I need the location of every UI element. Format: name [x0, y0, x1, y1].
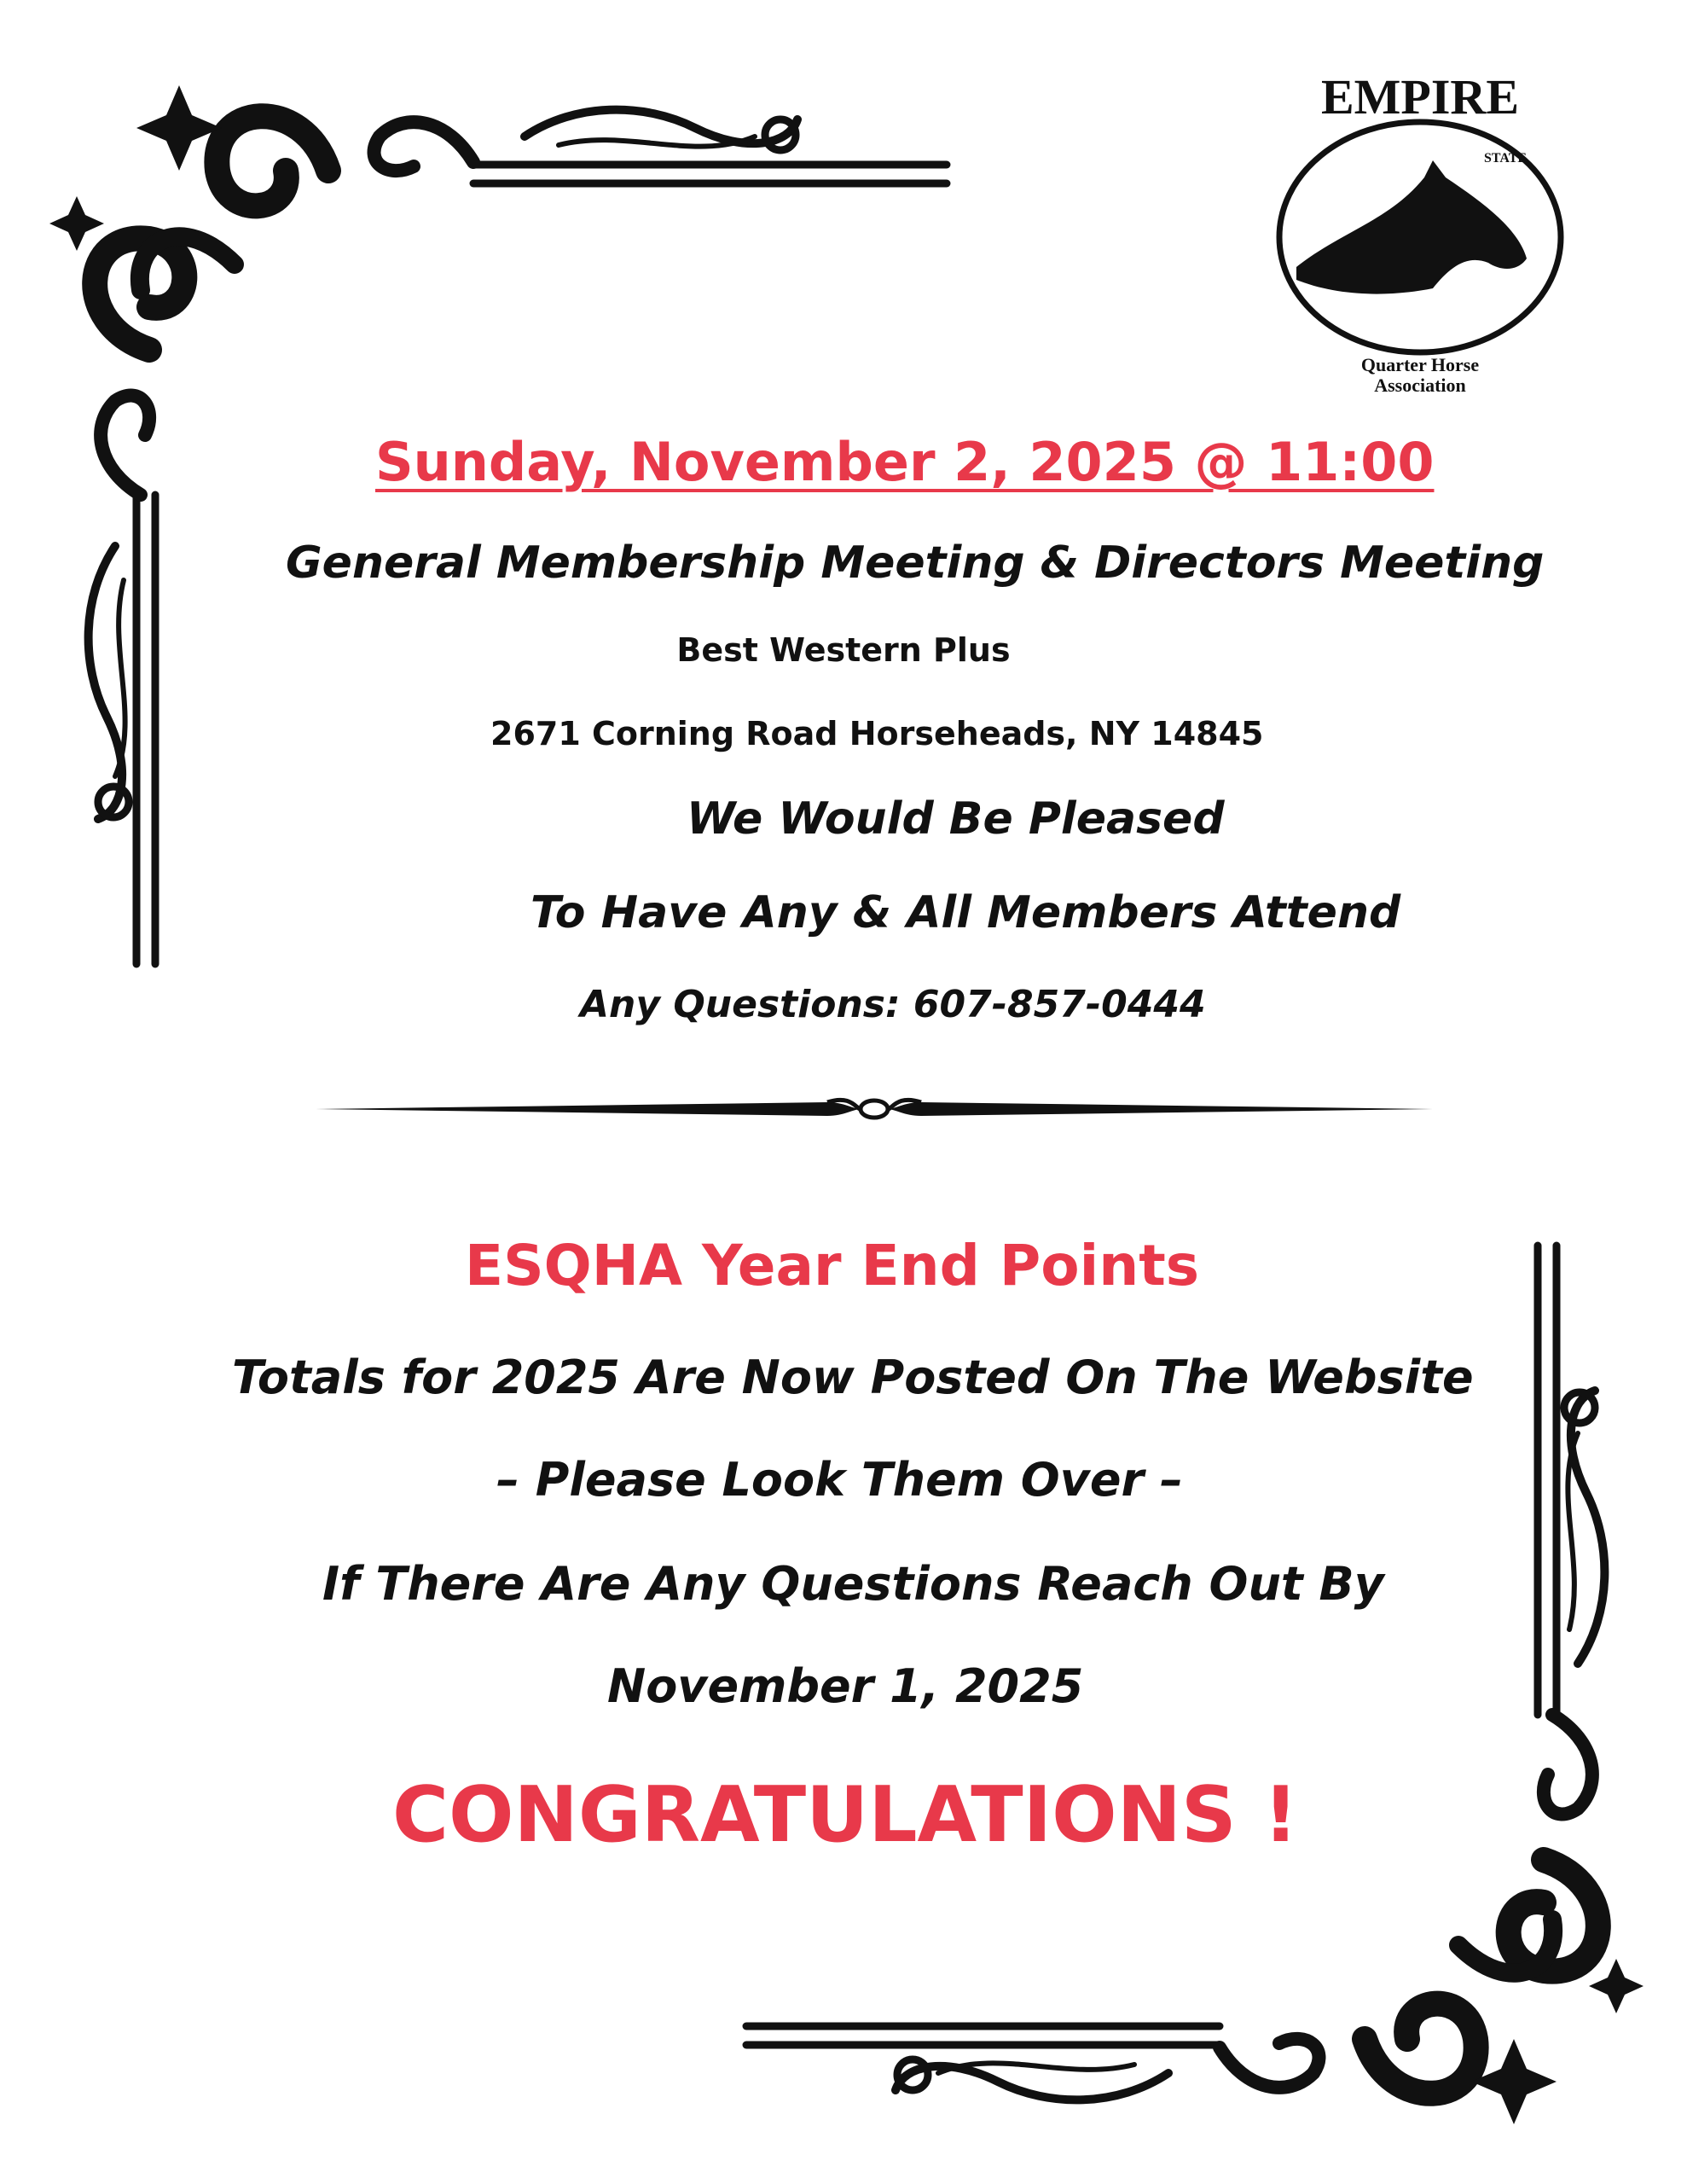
points-line-2: – Please Look Them Over –	[496, 1453, 1183, 1507]
questions-phone: Any Questions: 607-857-0444	[580, 983, 1206, 1026]
meeting-title: General Membership Meeting & Directors Meeting	[286, 537, 1545, 589]
meeting-date-heading: Sunday, November 2, 2025 @ 11:00	[375, 431, 1435, 493]
points-line-1: Totals for 2025 Are Now Posted On The Website	[232, 1350, 1474, 1404]
corner-ornament-bottom-right	[725, 1220, 1646, 2141]
pleased-line-1: We Would Be Pleased	[687, 793, 1225, 845]
pleased-line-2: To Have Any & All Members Attend	[530, 887, 1401, 938]
logo-caption-line2: Association	[1374, 375, 1466, 396]
corner-ornament-top-left	[47, 68, 968, 990]
logo-caption-line1: Quarter Horse	[1360, 354, 1480, 375]
points-title: ESQHA Year End Points	[465, 1233, 1200, 1298]
points-line-4: November 1, 2025	[607, 1659, 1084, 1713]
center-divider	[316, 1083, 1433, 1135]
esqha-logo	[1262, 67, 1578, 399]
venue-name: Best Western Plus	[676, 631, 1011, 669]
logo-word-top: EMPIRE	[1321, 69, 1519, 125]
points-line-3: If There Are Any Questions Reach Out By	[322, 1557, 1384, 1611]
venue-address: 2671 Corning Road Horseheads, NY 14845	[490, 715, 1264, 752]
logo-word-small: STATE	[1483, 151, 1528, 166]
congratulations-banner: CONGRATULATIONS !	[392, 1770, 1299, 1860]
horse-head-icon	[1296, 160, 1527, 294]
